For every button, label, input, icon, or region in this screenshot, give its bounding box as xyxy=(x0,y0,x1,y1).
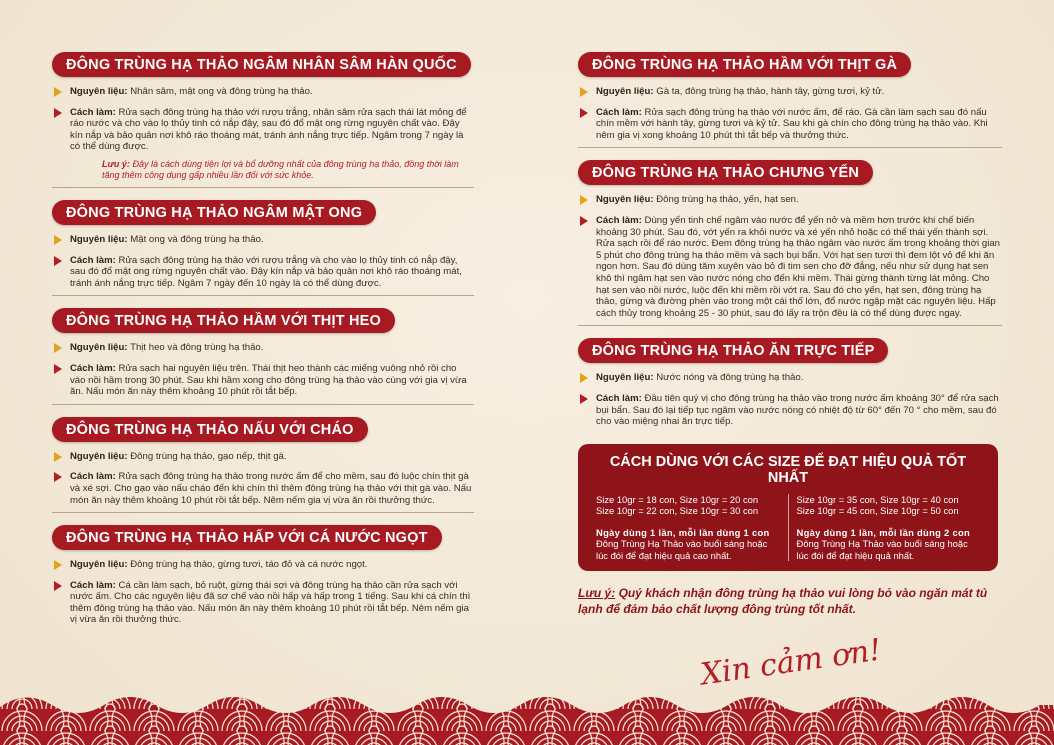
method-text: Rửa sạch đông trùng hạ thảo với rượu trắng, nhân sâm rửa sạch thái lát mỏng để ráo nước và cho vào lọ thủy tinh có nắp đậy, sau đó đổ mật ong rừng nguyên chất vào. Đậy kín nắp và bảo quản nơi khô ráo thoáng mát, tránh ánh nắng trực tiếp. Ngâm trong 7 ngày là có thể dùng được. xyxy=(70,106,467,153)
recipe-section xyxy=(52,417,474,513)
storage-note-text: Quý khách nhận đông trùng hạ thảo vui lòng bỏ vào ngăn mát tủ lạnh để đảm bảo chất lượng đông trùng tốt nhất. xyxy=(578,586,988,617)
size-columns xyxy=(588,494,988,562)
size-column-large xyxy=(788,494,989,562)
triangle-bullet-icon xyxy=(580,87,588,97)
left-column xyxy=(52,52,474,626)
dose-text: Đông Trùng Hạ Thảo vào buổi sáng hoặc lúc đói để đạt hiệu quả cao nhất. xyxy=(596,538,768,561)
ingredients-text: Đông trùng hạ thảo, yến, hạt sen. xyxy=(656,194,799,206)
triangle-bullet-icon xyxy=(580,195,588,205)
triangle-bullet-icon xyxy=(580,373,588,383)
method-label: Cách làm: xyxy=(596,214,642,226)
recipe-section xyxy=(52,525,474,626)
method-text: Cá cần làm sạch, bỏ ruột, gừng thái sợi và đông trùng hạ thảo cần rửa sạch với nước ấm. Cho các nguyên liệu đã sơ chế vào nồi hấp và hấp trong 1 tiếng. Sau khi cá chín thì thêm đông trùng hạ thảo vào. Nấu món ăn này thêm khoảng 10 phút rồi tắt bếp. Nêm nếm gia vị vừa ăn rồi thưởng thức. xyxy=(70,579,471,626)
ingredients-item xyxy=(52,451,474,463)
method-item xyxy=(578,107,1002,142)
thank-you-signature: Xin cảm ơn! xyxy=(698,632,884,693)
recipe-section xyxy=(52,200,474,296)
method-item xyxy=(578,215,1002,319)
ingredients-label: Nguyên liệu: xyxy=(70,86,128,97)
ingredients-label: Nguyên liệu: xyxy=(70,342,128,354)
right-column xyxy=(578,52,1002,617)
method-item xyxy=(52,107,474,153)
triangle-bullet-icon xyxy=(54,560,62,570)
ingredients-label: Nguyên liệu: xyxy=(596,86,654,97)
ingredients-label: Nguyên liệu: xyxy=(70,450,128,462)
method-text: Dùng yến tinh chế ngâm vào nước để yến nở và mềm hơn trước khi chế biến khoảng 30 phút. Sau đó, vớt yến ra khỏi nước và xé yến nhỏ hoặc có thể thái yến thành sợi. Rửa sạch rồi để ráo nước. Đem đông trùng hạ thảo ngâm vào nước ấm trong khoảng thời gian 5 phút cho đông trùng hạ thảo mềm và sạch bụi bẩn. Với hạt sen tươi thì đem lột vỏ để khi ăn ngon hơn. Sau đó dùng tăm xuyên vào bỏ đi tim sen cho đỡ đắng, nếu như sử dụng hạt sen khô thì ngâm hạt sen vào nước nóng cho đến khi mềm. Thái gừng thành từng lát mỏng. Cho hạt sen vào nồi nước, luộc đến khi mềm rồi vớt ra. Sau đó cho yến, hạt sen, đông trùng hạ thảo, gừng và đường phèn vào trong một cái thố lớn, đổ nước ngập mặt các nguyên liệu. Hấp cách thủy trong khoảng 25 - 30 phút, sau đó lấy ra trộn đều là có thể dùng được ngay. xyxy=(596,214,1000,319)
triangle-bullet-icon xyxy=(580,394,588,404)
method-label: Cách làm: xyxy=(70,471,116,483)
ingredients-label: Nguyên liệu: xyxy=(70,559,128,571)
note-label: Lưu ý: xyxy=(102,158,130,169)
triangle-bullet-icon xyxy=(54,364,62,374)
ingredients-item xyxy=(578,194,1002,206)
method-item xyxy=(52,363,474,398)
method-item xyxy=(578,393,1002,428)
recipe-section xyxy=(52,52,474,188)
note-text: Đây là cách dùng tiện lợi và bổ dưỡng nhất của đông trùng hạ thảo, đồng thời làm tăng thêm công dụng gấp nhiều lần đối với sức khỏe. xyxy=(102,158,459,180)
method-text: Rửa sạch đông trùng hạ thảo trong nước ấm để cho mềm, sau đó luộc chín thịt gà và xé sợi. Cho gạo vào nấu cháo đến khi chín thì thêm đông trùng hạ thảo với thịt gà vào. Nấu món ăn này thêm khoảng 10 phút rồi tắt bếp. Nêm nếm gia vị vừa ăn rồi thưởng thức. xyxy=(70,471,472,506)
method-text: Rửa sạch hai nguyên liệu trên. Thái thịt heo thành các miếng vuông nhỏ rồi cho vào nồi hầm trong 30 phút. Sau khi hầm xong cho đông trùng hạ thảo vào cùng với gia vị vừa ăn. Nấu món ăn này thêm khoảng 10 phút rồi tắt bếp. xyxy=(70,362,467,398)
triangle-bullet-icon xyxy=(580,216,588,226)
ingredients-item xyxy=(52,559,474,571)
ingredients-text: Gà ta, đông trùng hạ thảo, hành tây, gừng tươi, kỷ tử. xyxy=(656,86,885,97)
section-title: ĐÔNG TRÙNG HẠ THẢO HẦM VỚI THỊT GÀ xyxy=(578,52,911,77)
dose-bold: Ngày dùng 1 lần, mỗi lần dùng 2 con xyxy=(796,526,971,538)
size-line: Size 10gr = 22 con, Size 10gr = 30 con xyxy=(596,505,759,517)
ingredients-item xyxy=(578,372,1002,384)
ingredients-label: Nguyên liệu: xyxy=(70,233,128,245)
dose-text: Đông Trùng Hạ Thảo vào buổi sáng hoặc lúc đói để đạt hiệu quả nhất. xyxy=(796,538,968,561)
ingredients-text: Mật ong và đông trùng hạ thảo. xyxy=(130,233,264,245)
section-title: ĐÔNG TRÙNG HẠ THẢO NẤU VỚI CHÁO xyxy=(52,417,368,442)
size-column-small xyxy=(588,494,788,562)
ingredients-text: Đông trùng hạ thảo, gạo nếp, thịt gà. xyxy=(130,450,287,462)
ingredients-text: Thịt heo và đông trùng hạ thảo. xyxy=(130,342,264,354)
triangle-bullet-icon xyxy=(54,108,62,118)
method-item xyxy=(52,580,474,626)
storage-note-label: Lưu ý: xyxy=(578,586,616,601)
method-label: Cách làm: xyxy=(70,579,116,591)
triangle-bullet-icon xyxy=(54,472,62,482)
ingredients-item xyxy=(578,86,1002,98)
ingredients-text: Đông trùng hạ thảo, gừng tươi, táo đỏ và cá nước ngọt. xyxy=(130,559,368,571)
section-title: ĐÔNG TRÙNG HẠ THẢO ĂN TRỰC TIẾP xyxy=(578,338,888,363)
triangle-bullet-icon xyxy=(54,343,62,353)
recipe-section xyxy=(578,160,1002,326)
ingredients-text: Nước nóng và đông trùng hạ thảo. xyxy=(656,372,804,384)
section-title: ĐÔNG TRÙNG HẠ THẢO HẦM VỚI THỊT HEO xyxy=(52,308,395,333)
recipe-section xyxy=(578,338,1002,427)
recipe-section xyxy=(52,308,474,404)
method-label: Cách làm: xyxy=(70,254,116,266)
wave-pattern-border xyxy=(0,687,1054,745)
method-label: Cách làm: xyxy=(596,392,642,404)
ingredients-label: Nguyên liệu: xyxy=(596,194,654,206)
method-text: Đầu tiên quý vị cho đông trùng hạ thảo vào trong nước ấm khoảng 30° để rửa sạch bụi bẩn. Sau đó lại tiếp tục ngâm vào nước nóng có nhiệt độ từ 60° đến 70 ° cho mềm, sau đó cho vào miệng nhai ăn trực tiếp. xyxy=(596,392,999,428)
method-text: Rửa sạch đông trùng hạ thảo với nước ấm, để ráo. Gà cần làm sạch sau đó nấu chín mềm với hành tây, gừng tươi và kỷ tử. Sau khi gà chín cho đông trùng hạ thảo vào. Khi nêm gia vị xong khoảng 10 phút thì tắt bếp và thưởng thức. xyxy=(596,106,988,141)
section-title: ĐÔNG TRÙNG HẠ THẢO NGÂM MẬT ONG xyxy=(52,200,376,225)
ingredients-item xyxy=(52,86,474,98)
method-item xyxy=(52,255,474,290)
method-text: Rửa sạch đông trùng hạ thảo với rượu trắng và cho vào lọ thủy tinh có nắp đậy, sau đó đổ mật ong rừng nguyên chất vào. Đậy kín nắp và bảo quản nơi khô ráo thoáng mát, tránh ánh nắng trực tiếp. Ngâm 7 ngày đến 10 ngày là có thể dùng được. xyxy=(70,254,462,289)
method-label: Cách làm: xyxy=(70,362,116,374)
ingredients-label: Nguyên liệu: xyxy=(596,372,654,384)
size-line: Size 10gr = 18 con, Size 10gr = 20 con xyxy=(596,493,759,505)
method-item xyxy=(52,471,474,506)
section-title: ĐÔNG TRÙNG HẠ THẢO NGÂM NHÂN SÂM HÀN QUỐC xyxy=(52,52,471,77)
triangle-bullet-icon xyxy=(54,87,62,97)
note xyxy=(102,159,474,181)
recipe-section xyxy=(578,52,1002,148)
triangle-bullet-icon xyxy=(54,235,62,245)
size-line: Size 10gr = 45 con, Size 10gr = 50 con xyxy=(796,505,959,517)
dose-bold: Ngày dùng 1 lần, mỗi lần dùng 1 con xyxy=(596,526,770,538)
triangle-bullet-icon xyxy=(54,581,62,591)
section-title: ĐÔNG TRÙNG HẠ THẢO HẤP VỚI CÁ NƯỚC NGỌT xyxy=(52,525,442,550)
size-box-title: CÁCH DÙNG VỚI CÁC SIZE ĐỂ ĐẠT HIỆU QUẢ TỐT NHẤT xyxy=(609,453,967,486)
size-line: Size 10gr = 35 con, Size 10gr = 40 con xyxy=(796,493,959,505)
storage-note xyxy=(578,585,998,617)
ingredients-text: Nhân sâm, mật ong và đông trùng hạ thảo. xyxy=(130,86,313,97)
triangle-bullet-icon xyxy=(54,452,62,462)
dose-instructions xyxy=(596,527,780,562)
dose-instructions xyxy=(797,527,981,562)
ingredients-item xyxy=(52,234,474,246)
method-label: Cách làm: xyxy=(596,106,642,118)
triangle-bullet-icon xyxy=(580,108,588,118)
method-label: Cách làm: xyxy=(70,106,116,118)
triangle-bullet-icon xyxy=(54,256,62,266)
ingredients-item xyxy=(52,342,474,354)
section-title: ĐÔNG TRÙNG HẠ THẢO CHƯNG YẾN xyxy=(578,160,873,185)
size-usage-box xyxy=(578,444,998,572)
